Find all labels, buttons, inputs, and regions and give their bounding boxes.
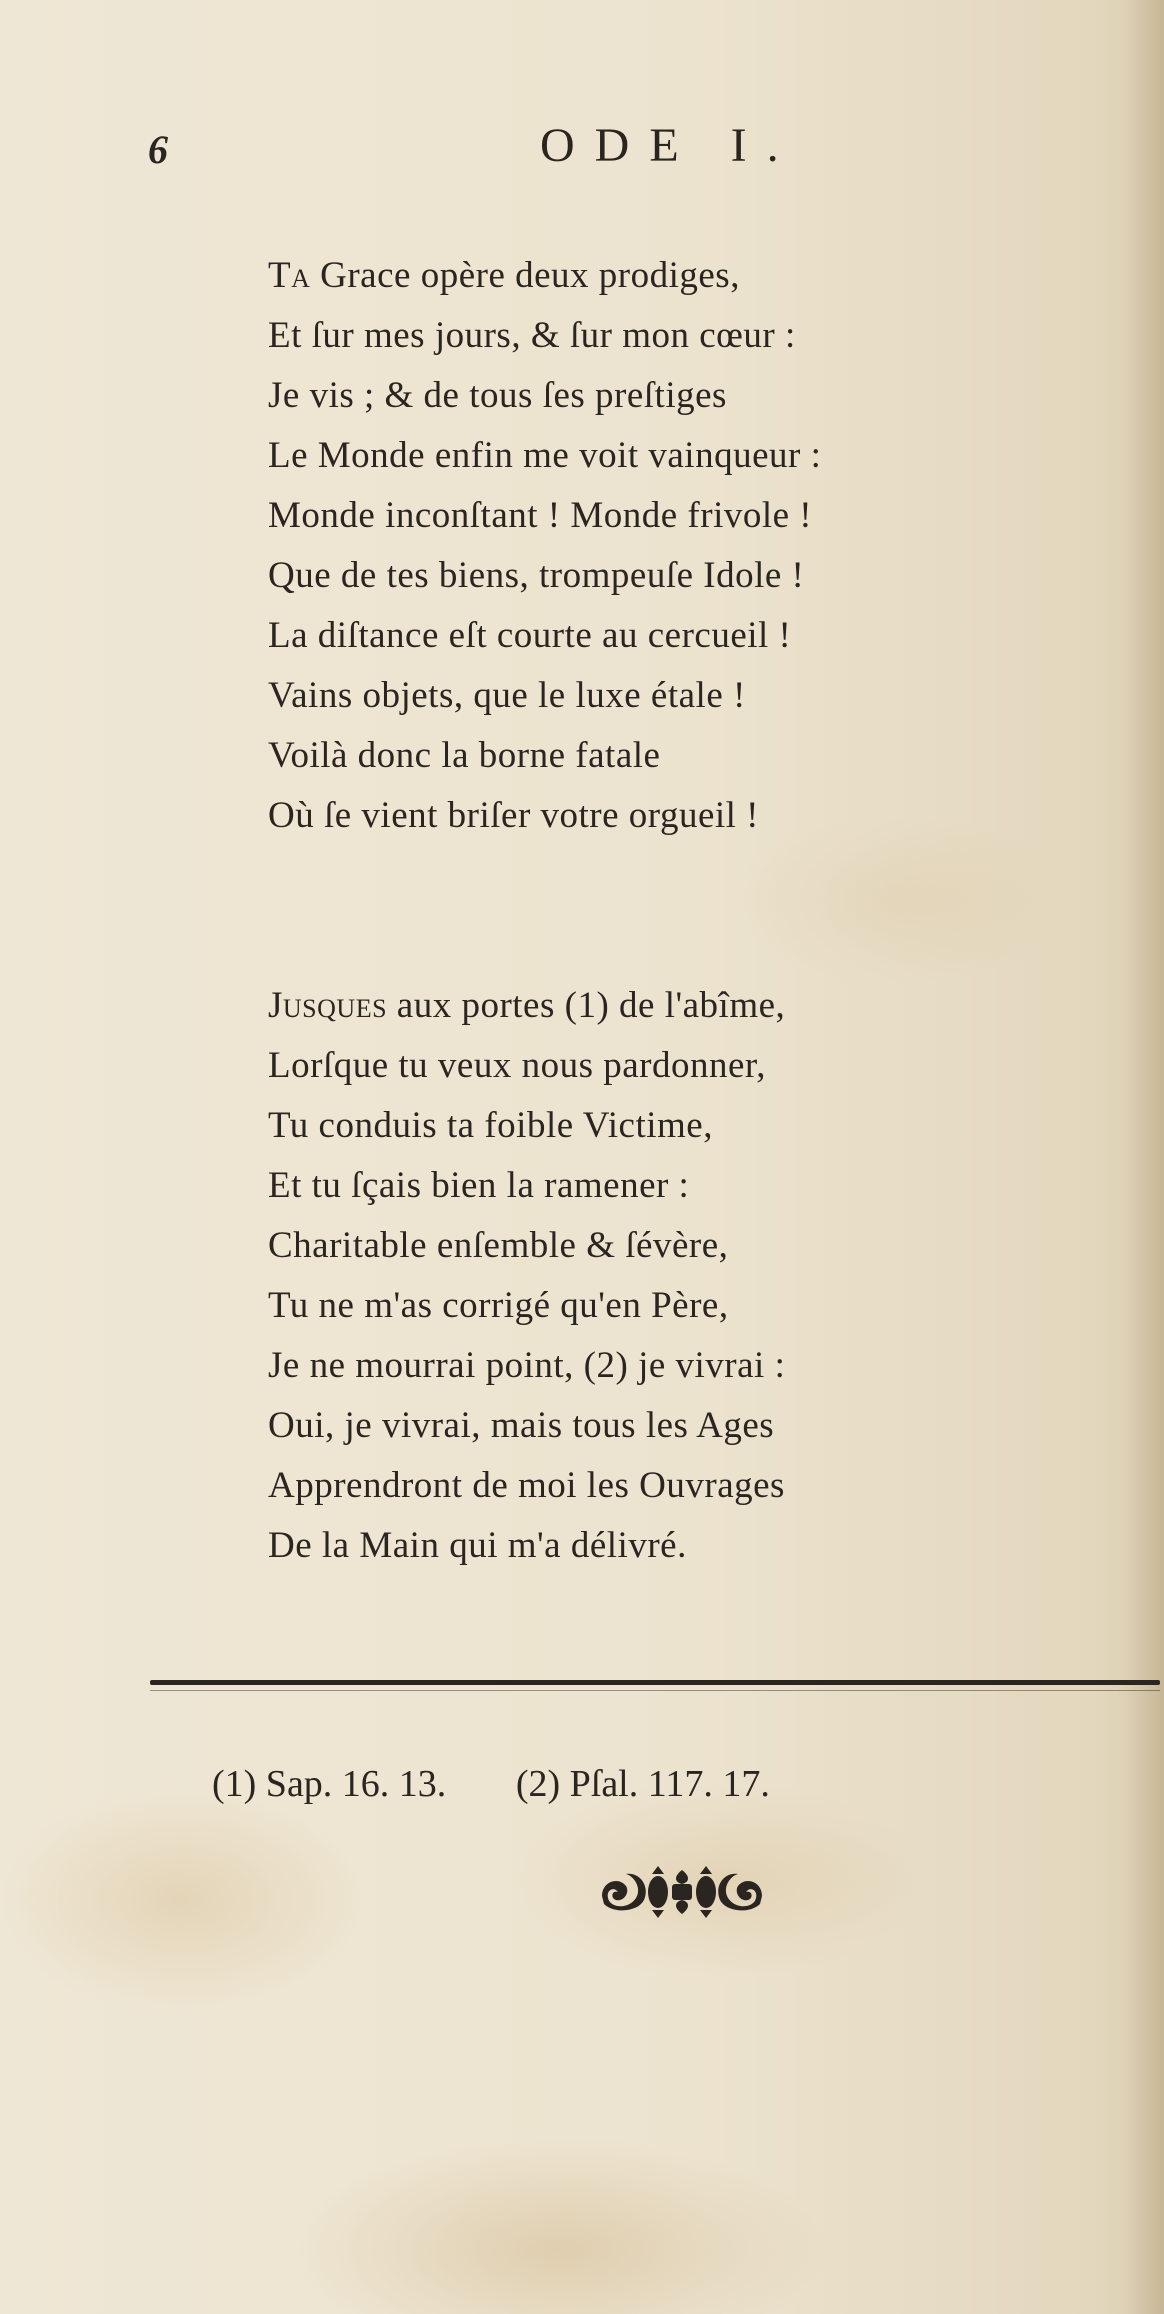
verse-line: [268, 1156, 1108, 1216]
verse-line: [268, 1336, 1108, 1396]
verse-line: [268, 486, 1108, 546]
verse-text: Que de tes biens, trompeuſe Idole !: [268, 555, 805, 596]
verse-text: Et tu ſçais bien la ramener :: [268, 1165, 690, 1206]
page-number: 6: [148, 127, 168, 172]
verse-text: Grace opère deux prodiges,: [310, 255, 740, 296]
verse-line: [268, 606, 1108, 666]
verse-line: [268, 1096, 1108, 1156]
verse-initial: Ta: [268, 255, 311, 296]
verse-text: Monde inconſtant ! Monde frivole !: [268, 495, 813, 536]
running-title: ODE I.: [540, 119, 799, 172]
verse-text: La diſtance eſt courte au cercueil !: [268, 615, 792, 656]
verse-text: Charitable enſemble & ſévère,: [268, 1225, 729, 1266]
verse-text: De la Main qui m'a délivré.: [268, 1525, 687, 1566]
verse-text: Oui, je vivrai, mais tous les Ages: [268, 1405, 775, 1446]
verse-line: [268, 726, 1108, 786]
verse-line: [268, 306, 1108, 366]
verse-line: [268, 666, 1108, 726]
verse-text: Le Monde enfin me voit vainqueur :: [268, 435, 822, 476]
verse-text: Et ſur mes jours, & ſur mon cœur :: [268, 315, 796, 356]
footnote-rule: [150, 1680, 1160, 1685]
verse-text: Où ſe vient briſer votre orgueil !: [268, 795, 760, 836]
page-header: [0, 118, 1164, 188]
verse-text: Apprendront de moi les Ouvrages: [268, 1465, 785, 1506]
verse-line: [268, 1396, 1108, 1456]
verse-line: [268, 1216, 1108, 1276]
footnote-2: (2) Pſal. 117. 17.: [515, 1763, 770, 1805]
verse-initial: Jusques: [268, 985, 388, 1026]
page-edge-shadow: [1124, 0, 1164, 2314]
verse-line: [268, 1516, 1108, 1576]
floral-ornament-icon: [596, 1862, 768, 1922]
stanza-1: [268, 246, 1108, 846]
verse-line: [268, 976, 1108, 1036]
footnote-1: (1) Sap. 16. 13.: [212, 1763, 447, 1805]
verse-text: Lorſque tu veux nous pardonner,: [268, 1045, 766, 1086]
verse-line: [268, 246, 1108, 306]
verse-line: [268, 1036, 1108, 1096]
stanza-2: [268, 976, 1108, 1576]
verse-line: [268, 426, 1108, 486]
verse-text: Tu ne m'as corrigé qu'en Père,: [268, 1285, 729, 1326]
verse-line: [268, 786, 1108, 846]
verse-text: Je vis ; & de tous ſes preſtiges: [268, 375, 727, 416]
verse-line: [268, 1276, 1108, 1336]
footnote-rule-shadow: [150, 1690, 1160, 1691]
verse-text: Voilà donc la borne fatale: [268, 735, 661, 776]
verse-text: Je ne mourrai point, (2) je vivrai :: [268, 1345, 786, 1386]
verse-line: [268, 1456, 1108, 1516]
verse-text: Tu conduis ta foible Victime,: [268, 1105, 713, 1146]
verse-line: [268, 546, 1108, 606]
footnotes: [212, 1762, 770, 1806]
verse-line: [268, 366, 1108, 426]
verse-text: Vains objets, que le luxe étale !: [268, 675, 746, 716]
verse-text: aux portes (1) de l'abîme,: [387, 985, 786, 1026]
